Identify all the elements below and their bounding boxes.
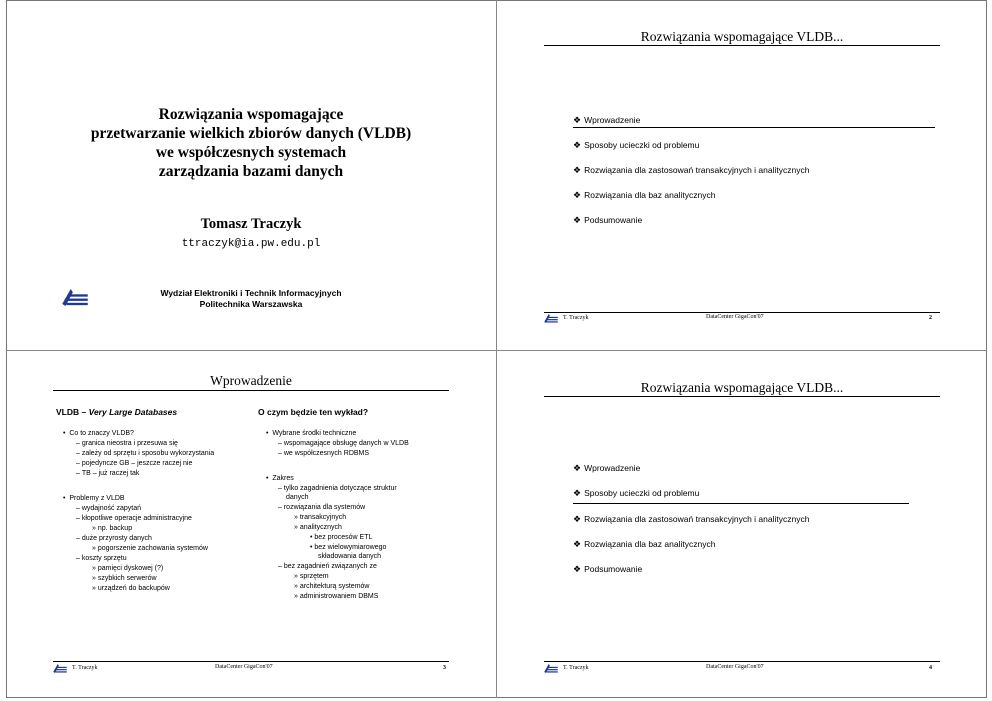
- dash-bullet-icon: –: [76, 535, 82, 542]
- guillemet-bullet-icon: »: [294, 593, 300, 600]
- guillemet-bullet-icon: »: [92, 565, 98, 572]
- author-name: Tomasz Traczyk: [200, 216, 302, 232]
- page-number: 3: [443, 665, 446, 671]
- footer-rule: [53, 661, 449, 662]
- footer-event: DataCenter GigaCon'07: [706, 664, 764, 670]
- footer-rule: [544, 312, 940, 313]
- dash-bullet-icon: –: [76, 505, 82, 512]
- bullet-l2: – kłopotliwe operacje administracyjne: [76, 515, 192, 522]
- dash-bullet-icon: –: [76, 470, 82, 477]
- diamond-bullet-icon: ❖: [573, 488, 582, 498]
- bullet-l2: – TB – już raczej tak: [76, 470, 140, 477]
- title-rule: [544, 45, 940, 46]
- dash-bullet-icon: –: [278, 485, 284, 492]
- title-rule: [53, 390, 449, 391]
- dash-bullet-icon: –: [76, 555, 82, 562]
- diamond-bullet-icon: ❖: [573, 463, 582, 473]
- slide4-title: Rozwiązania wspomagające VLDB...: [640, 380, 844, 395]
- bullet-l3: » szybkich serwerów: [92, 575, 157, 582]
- slide-4: [497, 351, 987, 701]
- agenda-item: ❖ Wprowadzenie: [573, 115, 641, 125]
- bullet-l2: – koszty sprzętu: [76, 555, 127, 562]
- agenda-item: ❖ Podsumowanie: [573, 564, 643, 574]
- dash-bullet-icon: –: [76, 440, 82, 447]
- bullet-l3: » administrowaniem DBMS: [294, 593, 379, 600]
- bullet-l3: » sprzętem: [294, 573, 329, 580]
- guillemet-bullet-icon: »: [294, 583, 300, 590]
- slide2-title: Rozwiązania wspomagające VLDB...: [640, 29, 844, 44]
- footer-author: T. Traczyk: [72, 665, 98, 671]
- bullet-l2: – wydajność zapytań: [76, 505, 141, 512]
- dot-bullet-icon: •: [63, 430, 70, 437]
- university-logo-icon: [544, 314, 558, 323]
- bullet-l2: – zależy od sprzętu i sposobu wykorzystania: [76, 450, 215, 457]
- guillemet-bullet-icon: »: [294, 573, 300, 580]
- slide1-title-line: zarządzania bazami danych: [158, 163, 344, 180]
- university-logo-icon: [53, 664, 67, 673]
- author-email: ttraczyk@ia.pw.edu.pl: [181, 238, 321, 250]
- footer-event: DataCenter GigaCon'07: [706, 314, 764, 320]
- slide1-title: [6, 105, 496, 181]
- slide-2: [497, 0, 987, 350]
- guillemet-bullet-icon: »: [294, 524, 300, 531]
- footer-event: DataCenter GigaCon'07: [215, 664, 273, 670]
- bullet-l4: • bez procesów ETL: [310, 534, 373, 541]
- guillemet-bullet-icon: »: [92, 575, 98, 582]
- agenda-item: ❖ Rozwiązania dla zastosowań transakcyjnych i analitycznych: [573, 514, 810, 524]
- agenda-item: ❖ Podsumowanie: [573, 215, 643, 225]
- institution-line: Wydział Elektroniki i Technik Informacyjnych: [160, 288, 342, 298]
- bullet-l2: – tylko zagadnienia dotyczące struktur: [278, 485, 397, 492]
- diamond-bullet-icon: ❖: [573, 215, 582, 225]
- bullet-l3: » analitycznych: [294, 524, 342, 531]
- bullet-l2: – wspomagające obsługę danych w VLDB: [278, 440, 409, 447]
- university-logo-icon: [544, 664, 558, 673]
- institution: [6, 288, 496, 310]
- bullet-l3: » architekturą systemów: [294, 583, 370, 590]
- slide-3: [6, 351, 496, 701]
- bullet-l1: • Problemy z VLDB: [63, 495, 125, 502]
- dot-bullet-icon: •: [63, 495, 70, 502]
- slide3-title: Wprowadzenie: [210, 373, 292, 388]
- bullet-l2: – duże przyrosty danych: [76, 535, 152, 542]
- title-rule: [544, 396, 940, 397]
- bullet-l3: » urządzeń do backupów: [92, 585, 170, 592]
- page-number: 2: [929, 315, 932, 321]
- slide1-title-line: przetwarzanie wielkich zbiorów danych (VLDB): [90, 125, 412, 142]
- diamond-bullet-icon: ❖: [573, 190, 582, 200]
- dash-bullet-icon: –: [278, 504, 284, 511]
- bullet-l4-cont: składowania danych: [318, 553, 382, 560]
- dot-bullet-icon: •: [266, 475, 273, 482]
- dash-bullet-icon: –: [76, 515, 82, 522]
- diamond-bullet-icon: ❖: [573, 564, 582, 574]
- left-column-heading: VLDB – Very Large Databases: [56, 407, 178, 417]
- agenda-highlight-rule: [573, 127, 935, 128]
- agenda-item: ❖ Rozwiązania dla zastosowań transakcyjnych i analitycznych: [573, 165, 810, 175]
- institution-line: Politechnika Warszawska: [199, 299, 303, 309]
- dot-bullet-icon: •: [310, 544, 315, 551]
- dot-bullet-icon: •: [266, 430, 273, 437]
- slide-1: [6, 0, 496, 350]
- dash-bullet-icon: –: [278, 440, 284, 447]
- page-number: 4: [929, 665, 932, 671]
- agenda-highlight-rule: [573, 503, 909, 504]
- bullet-l2-cont: danych: [286, 494, 309, 501]
- bullet-l2: – granica nieostra i przesuwa się: [76, 440, 178, 447]
- bullet-l3: » pogorszenie zachowania systemów: [92, 545, 208, 552]
- agenda-item: ❖ Sposoby ucieczki od problemu: [573, 488, 700, 498]
- slide1-title-line: we współczesnych systemach: [155, 144, 347, 161]
- diamond-bullet-icon: ❖: [573, 539, 582, 549]
- footer-author: T. Traczyk: [563, 315, 589, 321]
- bullet-l2: – pojedyncze GB – jeszcze raczej nie: [76, 460, 193, 467]
- bullet-l3: » np. backup: [92, 525, 133, 532]
- bullet-l1: • Zakres: [266, 475, 294, 482]
- agenda-item: ❖ Sposoby ucieczki od problemu: [573, 140, 700, 150]
- bullet-l2: – we współczesnych RDBMS: [278, 450, 370, 457]
- guillemet-bullet-icon: »: [92, 545, 98, 552]
- bullet-l2: – rozwiązania dla systemów: [278, 504, 366, 511]
- bullet-l1: • Co to znaczy VLDB?: [63, 430, 134, 437]
- bullet-l3: » transakcyjnych: [294, 514, 347, 521]
- bullet-l2: – bez zagadnień związanych ze: [278, 563, 377, 570]
- agenda-item: ❖ Rozwiązania dla baz analitycznych: [573, 539, 716, 549]
- agenda-item: ❖ Rozwiązania dla baz analitycznych: [573, 190, 716, 200]
- dash-bullet-icon: –: [76, 460, 82, 467]
- agenda-item: ❖ Wprowadzenie: [573, 463, 641, 473]
- bullet-l4: • bez wielowymiarowego: [310, 544, 387, 551]
- guillemet-bullet-icon: »: [92, 525, 98, 532]
- diamond-bullet-icon: ❖: [573, 115, 582, 125]
- dash-bullet-icon: –: [278, 450, 284, 457]
- footer-author: T. Traczyk: [563, 665, 589, 671]
- dash-bullet-icon: –: [76, 450, 82, 457]
- bullet-l1: • Wybrane środki techniczne: [266, 430, 357, 437]
- dash-bullet-icon: –: [278, 563, 284, 570]
- diamond-bullet-icon: ❖: [573, 140, 582, 150]
- diamond-bullet-icon: ❖: [573, 514, 582, 524]
- guillemet-bullet-icon: »: [294, 514, 300, 521]
- diamond-bullet-icon: ❖: [573, 165, 582, 175]
- dot-bullet-icon: •: [310, 534, 315, 541]
- guillemet-bullet-icon: »: [92, 585, 98, 592]
- footer-rule: [544, 661, 940, 662]
- slide1-title-line: Rozwiązania wspomagające: [158, 106, 344, 123]
- right-column-heading: O czym będzie ten wykład?: [258, 407, 369, 417]
- bullet-l3: » pamięci dyskowej (?): [92, 565, 164, 572]
